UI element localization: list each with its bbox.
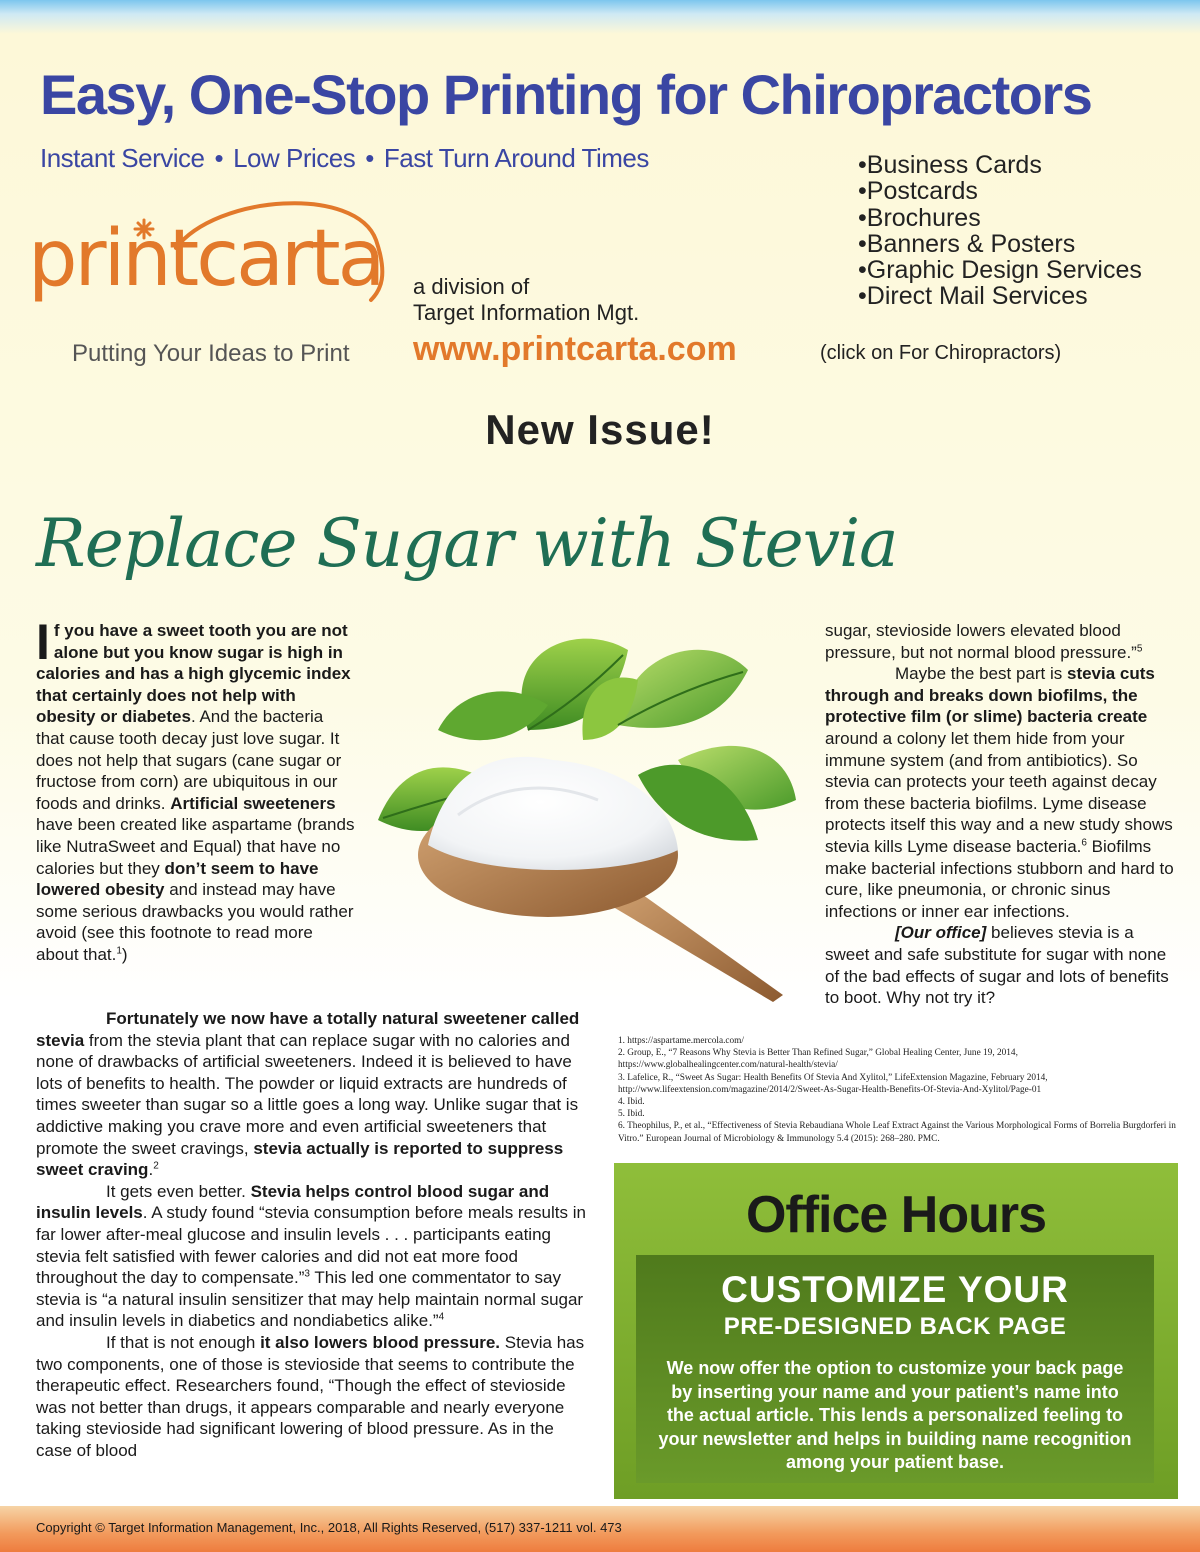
service-item: • Business Cards <box>858 152 1142 178</box>
footer-band <box>0 1506 1200 1552</box>
footnote-item: 3. Lafelice, R., “Sweet As Sugar: Health Benefits Of Stevia And Xylitol,” LifeExtension Magazine, February 2014, http://www.lifeextension.com/magazine/2014/2/Sweet-As-Sugar-Health-Benefits-Of-Stevia-And-Xylitol/Page-01 <box>618 1072 1048 1095</box>
office-hours-box <box>614 1163 1178 1499</box>
emphasis-text: stevia actually is reported to suppress sweet craving <box>36 1138 564 1180</box>
service-item: • Postcards <box>858 178 1142 204</box>
drop-cap: I <box>36 614 50 670</box>
customize-heading: CUSTOMIZE YOUR <box>721 1269 1069 1310</box>
body-text: Biofilms make bacterial infections stubborn and hard to cure, like pneumonia, or chronic sinus infections or inner ear infections. <box>825 836 1174 921</box>
body-text: If that is not enough <box>106 1332 261 1352</box>
copyright-notice: Copyright © Target Information Management, Inc., 2018, All Rights Reserved, (517) 337-1211 vol. 473 <box>36 1520 622 1535</box>
article-paragraph <box>825 922 1175 1008</box>
article-column-left-top <box>36 614 356 966</box>
footnote-item: 5. Ibid. <box>618 1109 645 1120</box>
body-text: have been created like aspartame (brands like NutraSweet and Equal) that have no calories but they <box>36 815 355 878</box>
emphasis-text: Artificial sweeteners <box>170 793 336 813</box>
emphasis-text: it also lowers blood pressure. <box>260 1332 501 1352</box>
body-text: around a colony let them hide from your immune system (and from antibiotics). So stevia can protects your teeth against decay from these bacteria biofilms. Lyme disease protects itself this way and a new study shows stevia kills Lyme disease bacteria. <box>825 728 1173 856</box>
footnotes-list <box>618 1035 1178 1145</box>
division-note <box>413 274 639 326</box>
emphasis-text: stevia cuts through and breaks down biofilms, the protective film (or slime) bacteria create <box>825 664 1155 727</box>
body-text: ) <box>121 944 128 964</box>
footnote-ref: 5 <box>1136 642 1143 654</box>
body-text: Stevia has two components, one of those is stevioside that seems to contribute the therapeutic effect. Researchers found, “Though the effect of stevioside was not better than drugs, it appears comparable and nearly everyone taking stevioside had significant lowering of blood pressure. As in the case of blood <box>36 1332 585 1460</box>
company-name: Target Information Mgt. <box>413 300 640 325</box>
body-text: . And the bacteria that cause tooth decay just love sugar. It does not help that sugars (cane sugar or fructose from corn) are ubiquitous in our foods and drinks. <box>36 707 342 813</box>
body-text: Maybe the best part is <box>895 664 1067 684</box>
office-placeholder: [Our office] <box>895 923 987 943</box>
body-text: . <box>148 1160 154 1180</box>
body-text: and instead may have some serious drawbacks you would rather avoid (see this footnote to read more about that. <box>36 880 354 964</box>
tagline-fast-turnaround: Fast Turn Around Times <box>383 143 649 173</box>
service-item: • Brochures <box>858 205 1142 231</box>
footnote-ref: 3 <box>304 1268 310 1280</box>
footnote-item: 2. Group, E., “7 Reasons Why Stevia is Better Than Refined Sugar,” Global Healing Center, June 19, 2014, https://www.globalhealingcenter.com/natural-health/stevia/ <box>618 1048 1018 1071</box>
article-paragraph <box>36 1181 586 1332</box>
customize-subheading: PRE-DESIGNED BACK PAGE <box>723 1313 1067 1340</box>
customize-body: We now offer the option to customize your back page by inserting your name and your patient’s name into the actual article. This lends a personalized feeling to your newsletter and helps in building name recognition among your patient base. <box>658 1358 1132 1472</box>
customize-panel <box>636 1255 1154 1483</box>
body-text: . A study found “stevia consumption before meals results in far lower after-meal glucose and insulin levels . . . participants eating stevia felt satisfied with fewer calories and did not eat more food throughout the day to compensate.” <box>36 1203 586 1288</box>
body-text: sugar, stevioside lowers elevated blood pressure, but not normal blood pressure.” <box>825 621 1137 662</box>
footnote-item: 6. Theophilus, P., et al., “Effectiveness of Stevia Rebaudiana Whole Leaf Extract Against the Various Morphological Forms of Borrelia Burgdorferi in Vitro.” European Journal of Microbiology & Immunology 5.4 (2015): 268–280. PMC. <box>618 1121 1176 1144</box>
newsletter-headline: Easy, One-Stop Printing for Chiropractors <box>40 63 1092 126</box>
service-item: • Graphic Design Services <box>858 257 1142 283</box>
emphasis-text: Stevia helps control blood sugar and insulin levels <box>36 1181 550 1223</box>
logo-wordmark: printcarta <box>28 214 383 304</box>
footnote-ref: 4 <box>438 1311 445 1323</box>
website-note: (click on For Chiropractors) <box>820 342 1062 364</box>
emphasis-text: f you have a sweet tooth you are not alone but you know sugar is high in calories and has a high glycemic index that certainly does not help with obesity or diabetes <box>36 621 351 727</box>
service-item: • Banners & Posters <box>858 231 1142 257</box>
article-title: Replace Sugar with Stevia <box>36 505 898 582</box>
logo-tagline: Putting Your Ideas to Print <box>72 340 350 367</box>
office-hours-title: Office Hours <box>745 1186 1047 1244</box>
footnote-ref: 6 <box>1081 837 1087 849</box>
article-paragraph <box>36 1332 586 1462</box>
printcarta-logo[interactable] <box>26 190 386 370</box>
tagline-low-prices: Low Prices <box>233 143 356 173</box>
article-paragraph <box>36 614 356 966</box>
emphasis-text: don’t seem to have lowered obesity <box>36 858 319 900</box>
division-line: a division of <box>413 274 530 299</box>
body-text: from the stevia plant that can replace sugar with no calories and none of drawbacks of artificial sweeteners. Indeed it is believed to have lots of benefits to health. The powder or liquid extracts are hundreds of times sweeter than sugar so a little goes a long way. Unlike sugar that is addictive making you crave more and even artificial sweeteners that promote the sweet cravings, <box>36 1030 579 1158</box>
emphasis-text: Fortunately we now have a totally natural sweetener called stevia <box>36 1009 580 1050</box>
website-link[interactable]: www.printcarta.com <box>413 330 737 368</box>
footnote-ref: 1 <box>116 945 122 957</box>
stevia-leaves-and-spoon-image <box>378 610 796 1002</box>
tagline-separator: • <box>214 143 224 173</box>
article-column-left-bottom <box>36 1008 586 1461</box>
article-paragraph <box>36 1008 586 1181</box>
body-text: believes stevia is a sweet and safe substitute for sugar with none of the bad effects of sugar and lots of benefits to boot. Why not try it? <box>825 923 1169 1008</box>
article-paragraph <box>825 663 1175 922</box>
new-issue-banner: New Issue! <box>485 406 715 453</box>
tagline-instant-service: Instant Service <box>40 143 205 173</box>
body-text: This led one commentator to say stevia is “a natural insulin sensitizer that may help maintain normal sugar and insulin levels in diabetics and nondiabetics alike.” <box>36 1268 584 1331</box>
footnote-item: 4. Ibid. <box>618 1097 645 1108</box>
article-paragraph <box>825 620 1175 663</box>
service-item: • Direct Mail Services <box>858 283 1142 309</box>
services-list <box>858 152 1142 310</box>
footnote-ref: 2 <box>153 1160 159 1172</box>
service-taglines <box>40 143 649 174</box>
article-column-right <box>825 620 1175 1009</box>
tagline-separator: • <box>365 143 374 173</box>
body-text: It gets even better. <box>106 1181 251 1201</box>
footnote-item: 1. https://aspartame.mercola.com/ <box>618 1036 744 1046</box>
